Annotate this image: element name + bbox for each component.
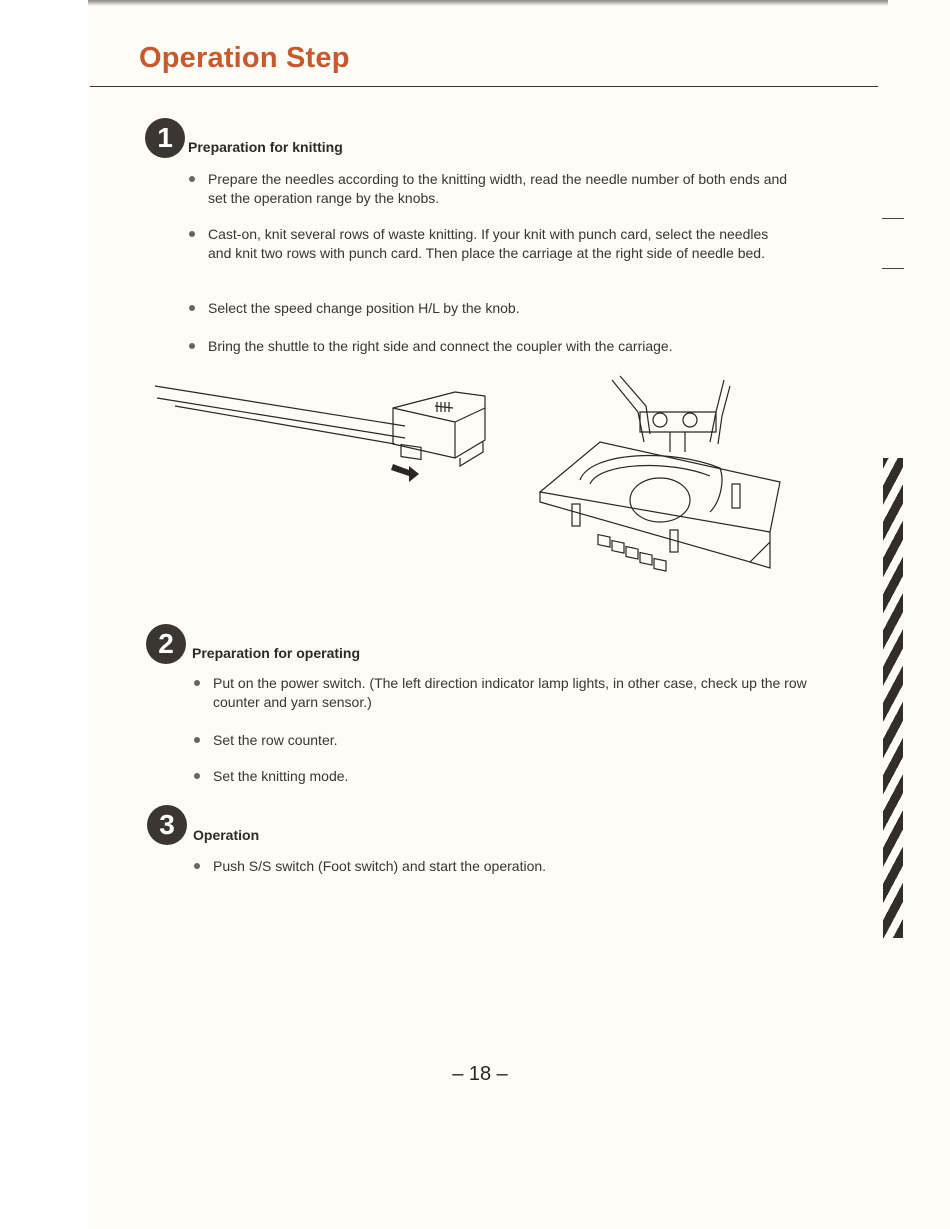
page-title: Operation Step — [139, 42, 350, 74]
step-1-badge — [145, 118, 185, 158]
shuttle-on-rail-illustration — [155, 378, 505, 488]
scan-top-shadow — [88, 0, 888, 6]
step-1-number: 1 — [157, 122, 173, 153]
carriage-coupler-illustration — [520, 372, 790, 577]
section-edge-tab — [883, 458, 903, 938]
step-1-bullet-4: Bring the shuttle to the right side and connect the coupler with the carriage. — [189, 337, 798, 356]
title-divider — [90, 86, 878, 87]
step-3-badge — [147, 805, 187, 845]
step-3-number: 3 — [159, 809, 175, 840]
step-2-bullet-2: Set the row counter. — [194, 731, 793, 750]
step-2-number: 2 — [158, 628, 174, 659]
margin-tick-mark — [882, 218, 904, 219]
step-2-bullet-3: Set the knitting mode. — [194, 767, 793, 786]
step-3-bullet-1: Push S/S switch (Foot switch) and start the operation. — [194, 857, 793, 876]
step-2-heading: Preparation for operating — [192, 645, 361, 661]
scan-left-margin — [0, 0, 88, 1229]
step-3-heading: Operation — [193, 827, 260, 843]
step-1-bullet-3: Select the speed change position H/L by the knob. — [189, 299, 788, 318]
step-1-heading: Preparation for knitting — [188, 139, 343, 155]
step-2-bullet-1: Put on the power switch. (The left direction indicator lamp lights, in other case, check up the row counter and yarn sensor.) — [194, 674, 823, 712]
step-2-badge — [146, 624, 186, 664]
step-1-bullet-1: Prepare the needles according to the knitting width, read the needle number of both ends and set the operation range by the knobs. — [189, 170, 788, 208]
step-1-bullet-2: Cast-on, knit several rows of waste knitting. If your knit with punch card, select the needles and knit two rows with punch card. Then place the carriage at the right side of needle bed. — [189, 225, 788, 263]
page-number: – 18 – — [452, 1063, 508, 1085]
margin-tick-mark — [882, 268, 904, 269]
